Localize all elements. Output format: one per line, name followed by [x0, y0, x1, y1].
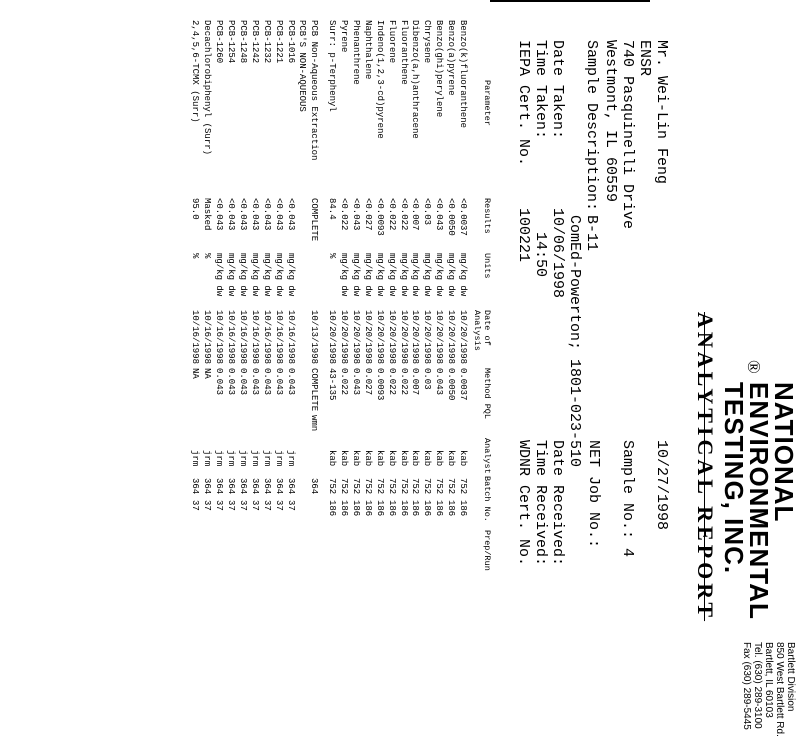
cell-date: 10/20/1998 [350, 310, 361, 365]
cell-parameter: 2,4,5,6-TCMX (Surr) [190, 20, 201, 123]
cell-batch: 364 [237, 478, 248, 495]
division-line-4: Tel. (630) 289-3100 [752, 642, 763, 729]
cell-parameter: Dibenzo(a,h)anthracene [410, 20, 421, 139]
sample-no-value: 4 [619, 548, 636, 558]
cell-pql: 0.007 [410, 368, 421, 396]
cell-batch: 364 [249, 478, 260, 495]
cell-batch: 752 [327, 478, 338, 495]
cell-pql: 0.03 [422, 368, 433, 390]
table-row [296, 20, 308, 620]
cell-pql: 0.043 [261, 368, 272, 396]
cell-parameter: Naphthalene [362, 20, 373, 80]
registered-mark: ® [744, 360, 764, 374]
address-line-3: 740 Pasquinelli Drive [619, 40, 636, 230]
table-row [456, 20, 468, 620]
company-name [719, 382, 799, 620]
cell-result: <0.0093 [374, 198, 385, 236]
table-row [432, 20, 444, 620]
cell-units: mg/kg dw [446, 253, 457, 297]
cell-batch: 364 [202, 478, 213, 495]
cell-date: 10/20/1998 [327, 310, 338, 365]
cell-analyst: kab [446, 450, 457, 467]
cell-pql: 0.043 [214, 368, 225, 396]
cell-pql: 0.043 [285, 368, 296, 396]
cell-parameter: PCB-1260 [214, 20, 225, 64]
cell-batch: 752 [374, 478, 385, 495]
table-row [397, 20, 409, 620]
cell-date: 10/20/1998 [339, 310, 350, 365]
cell-analyst: kab [362, 450, 373, 467]
cell-batch: 752 [410, 478, 421, 495]
cell-parameter: PCB-1221 [273, 20, 284, 64]
table-row [444, 20, 456, 620]
company-line-2: ENVIRONMENTAL [744, 382, 774, 620]
cell-prep: 186 [398, 500, 409, 517]
cell-prep: 186 [446, 500, 457, 517]
cell-result: <0.022 [398, 198, 409, 231]
cell-batch: 364 [214, 478, 225, 495]
cell-pql: 0.043 [434, 368, 445, 396]
header-analyst: Analyst [482, 438, 492, 474]
division-line-1: Bartlett Division [785, 642, 796, 712]
cell-date: 10/16/1998 [202, 310, 213, 365]
cell-date: 10/20/1998 [374, 310, 385, 365]
table-row [307, 20, 319, 620]
cell-prep: 37 [226, 500, 237, 511]
cell-pql: 0.0050 [446, 368, 457, 401]
cell-result: <0.043 [214, 198, 225, 231]
cell-pql: NA [202, 368, 213, 379]
cell-pql: 0.027 [362, 368, 373, 396]
table-row [284, 20, 296, 620]
cell-parameter: Fluoranthene [398, 20, 409, 85]
cell-pql: 0.022 [386, 368, 397, 396]
table-row [337, 20, 349, 620]
cell-batch: 752 [339, 478, 350, 495]
cell-pql: COMPLETE [309, 368, 320, 412]
cell-parameter: Fluorene [386, 20, 397, 64]
cell-units: mg/kg dw [285, 253, 296, 297]
cell-units: % [202, 253, 213, 259]
cell-analyst: kab [386, 450, 397, 467]
cell-batch: 364 [273, 478, 284, 495]
cell-batch: 752 [398, 478, 409, 495]
cell-prep: 186 [374, 500, 385, 517]
net-job-label: NET Job No.: [585, 440, 602, 549]
cell-prep: 37 [261, 500, 272, 511]
division-line-2: 850 West Bartlett Rd. [774, 642, 785, 737]
cell-batch: 364 [226, 478, 237, 495]
cell-units: % [327, 253, 338, 259]
cell-analyst: jrm [190, 450, 201, 467]
cell-result: <0.043 [434, 198, 445, 231]
time-taken-value: 14:50 [532, 232, 549, 278]
table-row [349, 20, 361, 620]
cell-pql: 0.022 [398, 368, 409, 396]
cell-parameter: Pyrene [339, 20, 350, 53]
cell-pql: 0.0037 [458, 368, 468, 401]
cell-date: 10/13/1998 [309, 310, 320, 365]
cell-units: mg/kg dw [434, 253, 445, 297]
cell-prep: 37 [202, 500, 213, 511]
cell-parameter: Benzo(a)pyrene [446, 20, 457, 96]
date-received-label: Date Received: [549, 440, 566, 567]
cell-parameter: PCB-1248 [237, 20, 248, 64]
address-line-1: Mr. Wei-Lin Feng [653, 40, 670, 185]
cell-pql: 0.043 [273, 368, 284, 396]
sample-id: B-11 [583, 215, 600, 252]
cell-result: <0.03 [422, 198, 433, 226]
header-method: Method PQL [482, 368, 492, 420]
cell-parameter: Phenanthrene [350, 20, 361, 85]
table-row [272, 20, 284, 620]
cell-units: mg/kg dw [249, 253, 260, 297]
table-row [212, 20, 224, 620]
sample-description-label: Sample Description: [583, 40, 600, 212]
cell-batch: 752 [386, 478, 397, 495]
cell-date: 10/20/1998 [422, 310, 433, 365]
cell-analyst: kab [339, 450, 350, 467]
cell-parameter: Chrysene [422, 20, 433, 64]
cell-units: mg/kg dw [398, 253, 409, 297]
date-taken-value: 10/06/1998 [549, 208, 566, 299]
table-body [189, 20, 468, 620]
iepa-label: IEPA Cert. No. [515, 40, 532, 167]
header-parameter: Parameter [482, 80, 492, 126]
division-address [741, 642, 796, 737]
cell-prep: 37 [249, 500, 260, 511]
table-spacer [319, 20, 325, 620]
cell-parameter: PCB Non-Aqueous Extraction [309, 20, 320, 161]
cell-result: <0.043 [226, 198, 237, 231]
cell-pql: NA [190, 368, 201, 379]
cell-result: 84.4 [327, 198, 338, 220]
cell-units: mg/kg dw [350, 253, 361, 297]
cell-parameter: Decachlorobiphenyl (Surr) [202, 20, 213, 156]
cell-pql: 0.043 [226, 368, 237, 396]
cell-pql: 0.0093 [374, 368, 385, 401]
cell-parameter: PCB'S NON-AQUEOUS [297, 20, 308, 112]
cell-analyst: kab [410, 450, 421, 467]
cell-batch: 364 [309, 478, 320, 495]
cell-pql: 0.043 [249, 368, 260, 396]
cell-date: 10/16/1998 [261, 310, 272, 365]
cell-units: mg/kg dw [410, 253, 421, 297]
cell-parameter: Benzo(k)fluoranthene [458, 20, 468, 129]
cell-date: 10/16/1998 [285, 310, 296, 365]
cell-units: mg/kg dw [214, 253, 225, 297]
cell-result: <0.043 [249, 198, 260, 231]
cell-units: % [190, 253, 201, 259]
cell-batch: 364 [261, 478, 272, 495]
cell-parameter: PCB-1232 [261, 20, 272, 64]
cell-date: 10/16/1998 [226, 310, 237, 365]
cell-parameter: Benzo(ghi)perylene [434, 20, 445, 118]
cell-result: <0.043 [237, 198, 248, 231]
cell-analyst: jrm [249, 450, 260, 467]
cell-units: mg/kg dw [237, 253, 248, 297]
results-table [189, 20, 492, 620]
cell-analyst: kab [434, 450, 445, 467]
received-labels [515, 440, 566, 566]
cell-analyst: jrm [261, 450, 272, 467]
sample-no-line [619, 440, 636, 557]
site-name: ComEd-Powerton; 1801-023-510 [566, 215, 583, 468]
cell-result: Masked [202, 198, 213, 231]
cell-units: mg/kg dw [374, 253, 385, 297]
cell-batch: 752 [446, 478, 457, 495]
cell-result: <0.043 [261, 198, 272, 231]
sample-collection-labels [515, 40, 566, 166]
cell-result: <0.043 [273, 198, 284, 231]
table-row [189, 20, 201, 620]
cell-batch: 752 [458, 478, 468, 495]
cell-result: <0.022 [386, 198, 397, 231]
sample-collection-values [515, 208, 566, 298]
cell-parameter: Surr: p-Terphenyl [327, 20, 338, 112]
cell-prep: 186 [422, 500, 433, 517]
report-date: 10/27/1998 [653, 440, 670, 531]
report-info-block [585, 440, 670, 557]
cell-date: 10/20/1998 [410, 310, 421, 365]
cell-result: 95.0 [190, 198, 201, 220]
cell-result: COMPLETE [309, 198, 320, 242]
header-units: Units [482, 253, 492, 279]
table-row [200, 20, 212, 620]
header-date: Date of Analysis [472, 310, 492, 351]
cell-result: <0.007 [410, 198, 421, 231]
address-line-4: Westmont, IL 60559 [602, 40, 619, 203]
cell-batch: 752 [350, 478, 361, 495]
header-results: Results [482, 198, 492, 234]
cell-analyst: jrm [273, 450, 284, 467]
cell-date: 10/20/1998 [362, 310, 373, 365]
cell-units: mg/kg dw [339, 253, 350, 297]
cell-analyst: kab [374, 450, 385, 467]
header-prep: Prep/Run [482, 530, 492, 571]
cell-date: 10/20/1998 [458, 310, 468, 365]
cell-prep: 37 [285, 500, 296, 511]
cell-analyst: jrm [202, 450, 213, 467]
cell-analyst: jrm [214, 450, 225, 467]
cell-analyst: kab [398, 450, 409, 467]
cell-units: mg/kg dw [422, 253, 433, 297]
cell-prep: 186 [327, 500, 338, 517]
division-line-3: Bartlett, IL 60103 [763, 642, 774, 718]
cell-prep: 186 [339, 500, 350, 517]
cell-analyst: kab [422, 450, 433, 467]
cell-parameter: PCB-1254 [226, 20, 237, 64]
time-received-label: Time Received: [532, 440, 549, 567]
table-row [260, 20, 272, 620]
table-row [361, 20, 373, 620]
time-taken-label: Time Taken: [532, 40, 549, 140]
cell-result: <0.043 [285, 198, 296, 231]
cell-result: <0.022 [339, 198, 350, 231]
cell-prep: 186 [362, 500, 373, 517]
table-row [325, 20, 337, 620]
cell-date: 10/20/1998 [446, 310, 457, 365]
cell-analyst: kab [458, 450, 468, 467]
cell-pql: 0.043 [350, 368, 361, 396]
cell-units: mg/kg dw [261, 253, 272, 297]
cell-pql: 0.022 [339, 368, 350, 396]
cell-date: 10/16/1998 [190, 310, 201, 365]
wdnr-label: WDNR Cert. No. [515, 440, 532, 567]
cell-batch: 364 [285, 478, 296, 495]
sample-no-label: Sample No.: [619, 440, 636, 540]
cell-batch: 364 [190, 478, 201, 495]
header-batch: Batch No. [482, 476, 492, 522]
cell-analyst: jrm [226, 450, 237, 467]
iepa-value: 100221 [515, 208, 532, 263]
cell-result: <0.0050 [446, 198, 457, 236]
table-row [248, 20, 260, 620]
table-row [224, 20, 236, 620]
cell-date: 10/20/1998 [398, 310, 409, 365]
cell-pql: 43-135 [327, 368, 338, 401]
address-line-2: ENSR [636, 40, 653, 77]
table-row [236, 20, 248, 620]
cell-analyst: jrm [285, 450, 296, 467]
cell-date: 10/20/1998 [434, 310, 445, 365]
cell-prep: 186 [386, 500, 397, 517]
cell-units: mg/kg dw [273, 253, 284, 297]
cell-result: <0.027 [362, 198, 373, 231]
cell-units: mg/kg dw [226, 253, 237, 297]
cell-parameter: PCB-1016 [285, 20, 296, 64]
cell-prep: 186 [458, 500, 468, 517]
cell-date: 10/16/1998 [214, 310, 225, 365]
cell-date: 10/16/1998 [237, 310, 248, 365]
cell-parameter: PCB-1242 [249, 20, 260, 64]
cell-units: mg/kg dw [386, 253, 397, 297]
table-row [373, 20, 385, 620]
cell-analyst: kab [327, 450, 338, 467]
cell-method: wmn [309, 415, 320, 432]
cell-date: 10/16/1998 [249, 310, 260, 365]
cell-result: <0.0037 [458, 198, 468, 236]
cell-prep: 186 [434, 500, 445, 517]
cell-prep: 186 [410, 500, 421, 517]
cell-result: <0.043 [350, 198, 361, 231]
cell-parameter: Indeno(1,2,3-cd)pyrene [374, 20, 385, 139]
table-row [385, 20, 397, 620]
cell-analyst: jrm [237, 450, 248, 467]
cell-prep: 37 [190, 500, 201, 511]
margin-rule [490, 0, 650, 2]
cell-date: 10/16/1998 [273, 310, 284, 365]
cell-batch: 752 [434, 478, 445, 495]
cell-units: mg/kg dw [458, 253, 468, 297]
cell-analyst: kab [350, 450, 361, 467]
company-line-1: NATIONAL [769, 382, 799, 523]
division-line-5: Fax (630) 289-5445 [741, 642, 752, 730]
cell-prep: 186 [350, 500, 361, 517]
cell-batch: 752 [362, 478, 373, 495]
cell-pql: 0.043 [237, 368, 248, 396]
cell-units: mg/kg dw [362, 253, 373, 297]
cell-prep: 37 [273, 500, 284, 511]
company-line-3: TESTING, INC. [719, 382, 749, 575]
table-row [420, 20, 432, 620]
cell-date: 10/20/1998 [386, 310, 397, 365]
table-row [409, 20, 421, 620]
cell-batch: 752 [422, 478, 433, 495]
report-title: ANALYTICAL REPORT [693, 312, 718, 622]
cell-prep: 37 [237, 500, 248, 511]
cell-prep: 37 [214, 500, 225, 511]
recipient-address [602, 40, 670, 229]
table-header [468, 20, 492, 620]
date-taken-label: Date Taken: [549, 40, 566, 140]
